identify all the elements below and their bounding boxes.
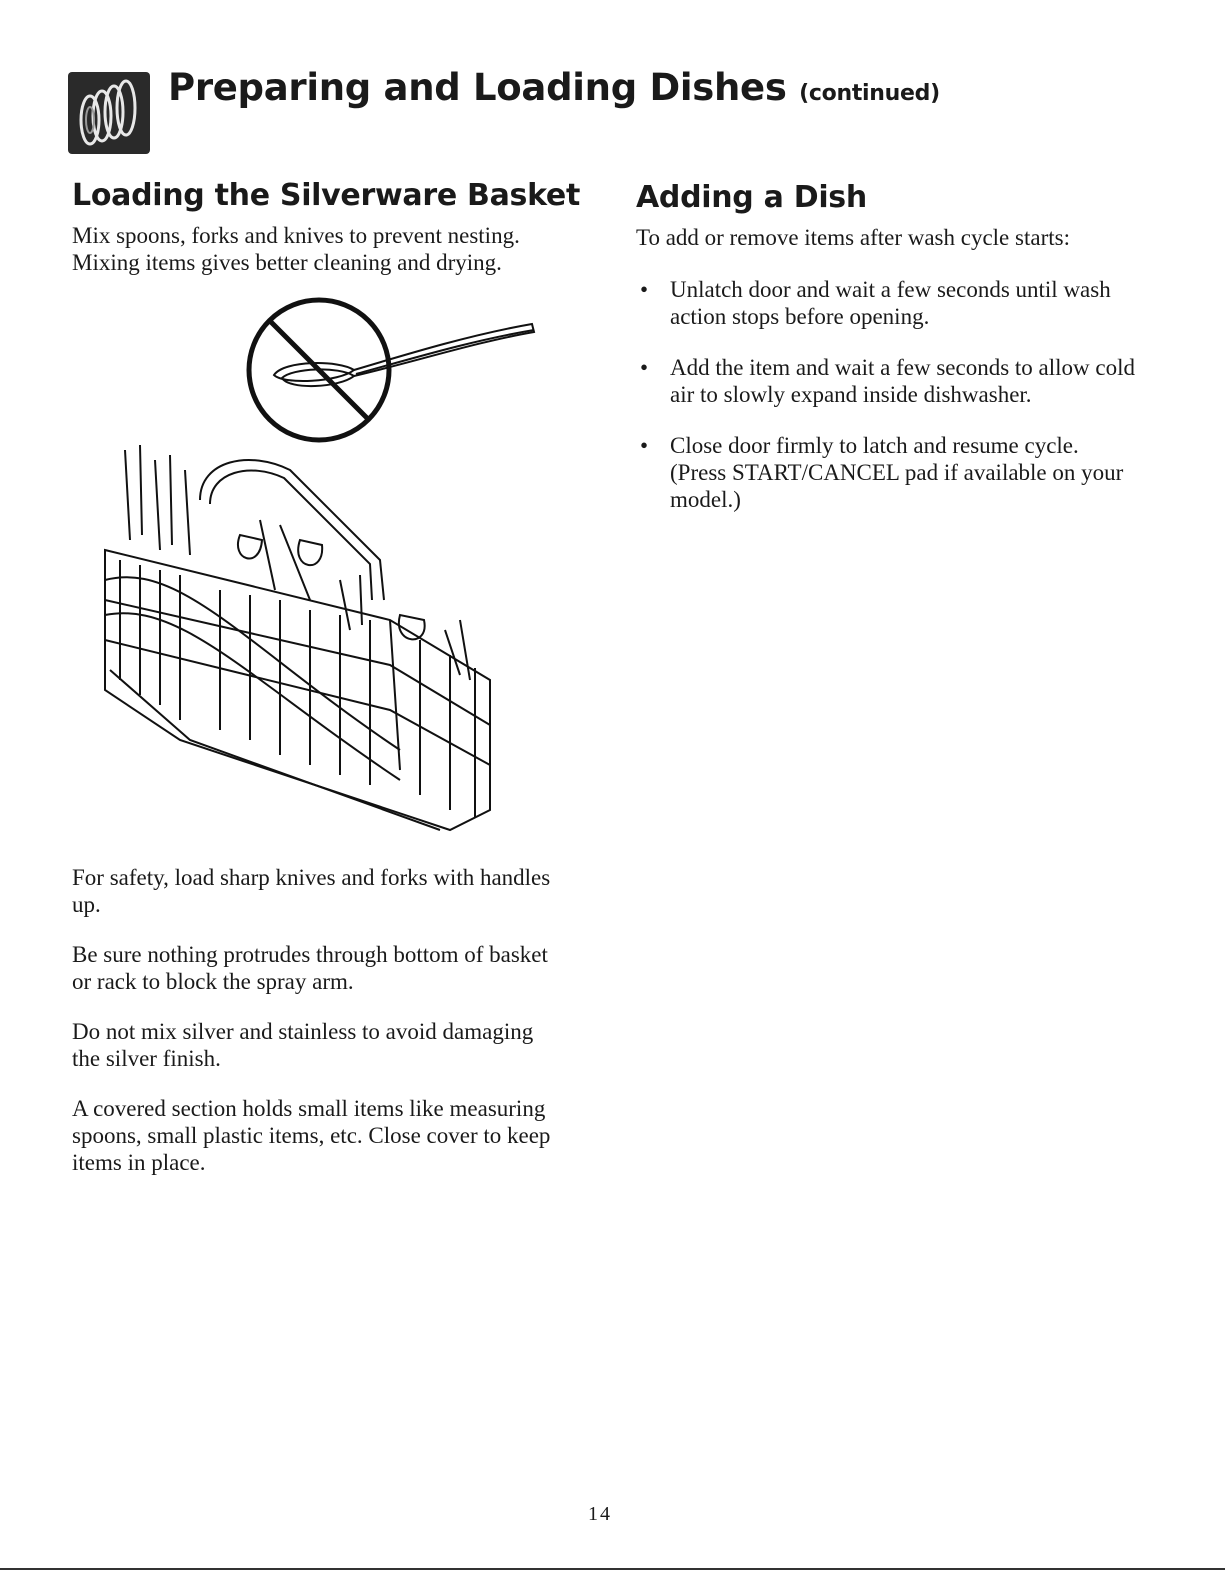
list-item-text: Close door firmly to latch and resume cycle. (Press START/CANCEL pad if available on your model.): [670, 433, 1124, 512]
bullet-dot-icon: •: [640, 277, 649, 302]
list-item: [636, 354, 1136, 408]
bullet-dot-icon: •: [640, 433, 649, 458]
adding-dish-steps: [636, 276, 1136, 537]
stacked-dishes-icon: [68, 72, 150, 154]
section-heading-adding-dish: Adding a Dish: [636, 180, 867, 215]
silver-finish-paragraph: Do not mix silver and stainless to avoid damaging the silver finish.: [72, 1019, 534, 1071]
adding-dish-intro: To add or remove items after wash cycle starts:: [636, 225, 1070, 250]
spray-arm-paragraph: Be sure nothing protrudes through bottom of basket or rack to block the spray arm.: [72, 942, 548, 994]
safety-paragraph: For safety, load sharp knives and forks with handles up.: [72, 865, 551, 917]
page-number: 14: [588, 1503, 612, 1525]
silverware-intro: Mix spoons, forks and knives to prevent nesting. Mixing items gives better cleaning and drying.: [72, 223, 520, 275]
list-item: [636, 276, 1136, 330]
page-title-text: Preparing and Loading Dishes: [168, 66, 787, 109]
list-item-text: Add the item and wait a few seconds to allow cold air to slowly expand inside dishwasher.: [670, 355, 1135, 407]
no-nesting-spoons-icon: [244, 290, 544, 450]
list-item: [636, 432, 1136, 513]
list-item-text: Unlatch door and wait a few seconds until wash action stops before opening.: [670, 277, 1111, 329]
covered-section-paragraph: A covered section holds small items like measuring spoons, small plastic items, etc. Close cover to keep items in place.: [72, 1096, 551, 1175]
silverware-basket-illustration: [100, 440, 500, 840]
bottom-rule: [0, 1568, 1225, 1570]
section-heading-silverware: Loading the Silverware Basket: [72, 178, 581, 213]
bullet-dot-icon: •: [640, 355, 649, 380]
page-title-suffix: (continued): [799, 81, 940, 106]
page-title: [168, 66, 940, 109]
